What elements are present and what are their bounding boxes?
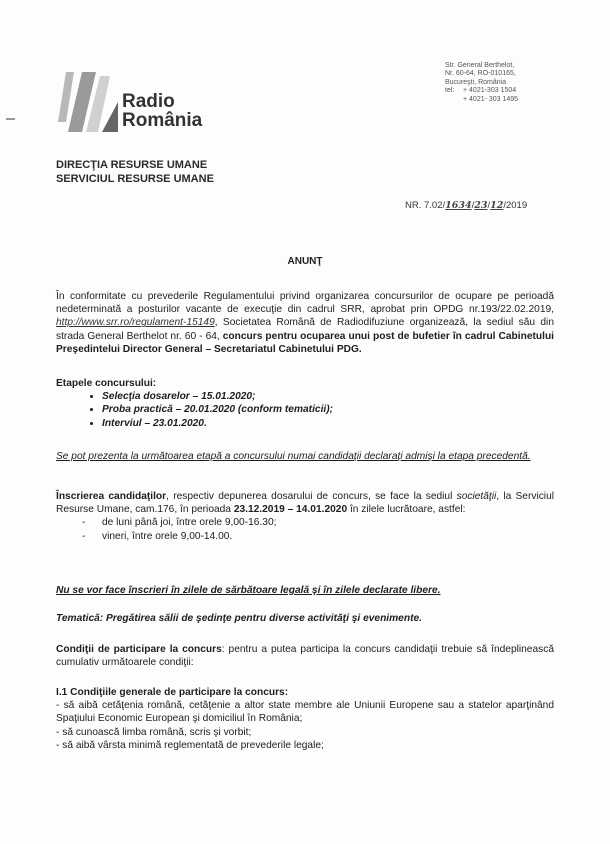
logo-text-radio: Radio bbox=[122, 91, 175, 112]
regulation-link[interactable]: http://www.srr.ro/regulament-15149 bbox=[56, 317, 215, 329]
theme-statement: Tematică: Pregătirea sălii de şedinţe pentru diverse activităţi şi evenimente. bbox=[56, 613, 422, 624]
notice-next-stage: Se pot prezenta la următoarea etapă a concursului numai candidaţii declaraţi admişi la etapa precedentă. bbox=[56, 451, 531, 462]
address-city: Bucureşti, România bbox=[445, 78, 507, 86]
notice-holidays: Nu se vor face înscrieri în zilele de sărbătoare legală şi în zilele declarate libere. bbox=[56, 585, 441, 596]
general-conditions bbox=[56, 686, 554, 752]
document-title: ANUNŢ bbox=[287, 256, 323, 267]
stage-item: • Interviul – 23.01.2020. bbox=[102, 417, 554, 430]
general-conditions-heading: I.1 Condiţiile generale de participare la concurs: bbox=[56, 687, 289, 698]
tel-label: tel: bbox=[445, 87, 455, 95]
registration-period: 23.12.2019 – 14.01.2020 bbox=[233, 504, 348, 516]
registration-info: Înscrierea candidaţilor, respectiv depunerea dosarului de concurs, se face la sediul societăţii, la Serviciul Resurse Umane, cam.176, în perioada 23.12.2019 – 14.01.2020 în zilele lucrătoare, astfel: - de luni până joi, între orele 9,00-16.30; - vineri, între orele 9,00-14.00. bbox=[56, 490, 554, 543]
stage-item: • Proba practică – 20.01.2020 (conform tematicii); bbox=[102, 403, 554, 416]
schedule-item: - vineri, între orele 9,00-14.00. bbox=[102, 530, 554, 543]
department-line-1: DIRECŢIA RESURSE UMANE bbox=[56, 159, 208, 171]
registration-handwritten-number: 1634 bbox=[445, 200, 472, 211]
address-street: Str. General Berthelot, bbox=[445, 62, 515, 69]
stages-heading: Etapele concursului: bbox=[56, 378, 157, 389]
registration-prefix: NR. 7.02/ bbox=[405, 200, 446, 211]
conditions-intro: Condiţii de participare la concurs: pentru a putea participa la concurs candidaţii trebuie să îndeplinească cumulativ următoarele condiţii: bbox=[56, 644, 554, 669]
general-condition-item: - să aibă cetăţenia română, cetăţenie a altor state membre ale Uniunii Europene sau a statelor aparţinând Spaţiului Economic European şi domiciliul în România; bbox=[56, 700, 554, 725]
general-condition-item: - să aibă vârsta minimă reglementată de prevederile legale; bbox=[56, 739, 324, 751]
address-number: Nr. 60-64, RO-010165, bbox=[445, 70, 516, 78]
address-block bbox=[445, 62, 518, 104]
logo-text-romania: România bbox=[122, 110, 203, 131]
schedule-item: - de luni până joi, între orele 9,00-16.30; bbox=[102, 516, 554, 529]
registration-handwritten-day: 23 bbox=[474, 200, 488, 211]
intro-paragraph: În conformitate cu prevederile Regulamentului privind organizarea concursurilor de ocupare pe perioadă nedeterminată a posturilor vacante de execuţie din cadrul SRR, aprobat prin OPDG nr.193/22.02.2019, http://www.srr.ro/regulament-15149, Societatea Română de Radiodifuziune organizează, la sediul său din strada General Berthelot nr. 60 - 64, concurs pentru ocuparea unui post de bufetier în cadrul Cabinetului Preşedintelui Director General – Secretariatul Cabinetului PDG. bbox=[56, 291, 554, 355]
intro-bold-announcement: concurs pentru ocuparea unui post de bufetier în cadrul Cabinetului Preşedintelui Director General – Secretariatul Cabinetului PDG. bbox=[56, 330, 554, 355]
logo-arcs-icon bbox=[52, 62, 122, 142]
scan-edge-mark bbox=[6, 118, 15, 120]
registration-number: NR. 7.02/1634/23/12/2019 bbox=[405, 200, 528, 211]
registration-handwritten-month: 12 bbox=[490, 200, 504, 211]
stages-section bbox=[56, 377, 554, 430]
department-line-2: SERVICIUL RESURSE UMANE bbox=[56, 173, 214, 185]
tel-number-2: + 4021- 303 1495 bbox=[463, 95, 519, 103]
department-heading bbox=[56, 158, 214, 186]
registration-year: /2019 bbox=[503, 200, 528, 211]
general-condition-item: - să cunoască limba română, scris şi vorbit; bbox=[56, 726, 252, 738]
stage-item: • Selecţia dosarelor – 15.01.2020; bbox=[102, 390, 554, 403]
tel-number-1: + 4021-303 1504 bbox=[463, 87, 517, 95]
radio-romania-logo bbox=[52, 62, 212, 142]
